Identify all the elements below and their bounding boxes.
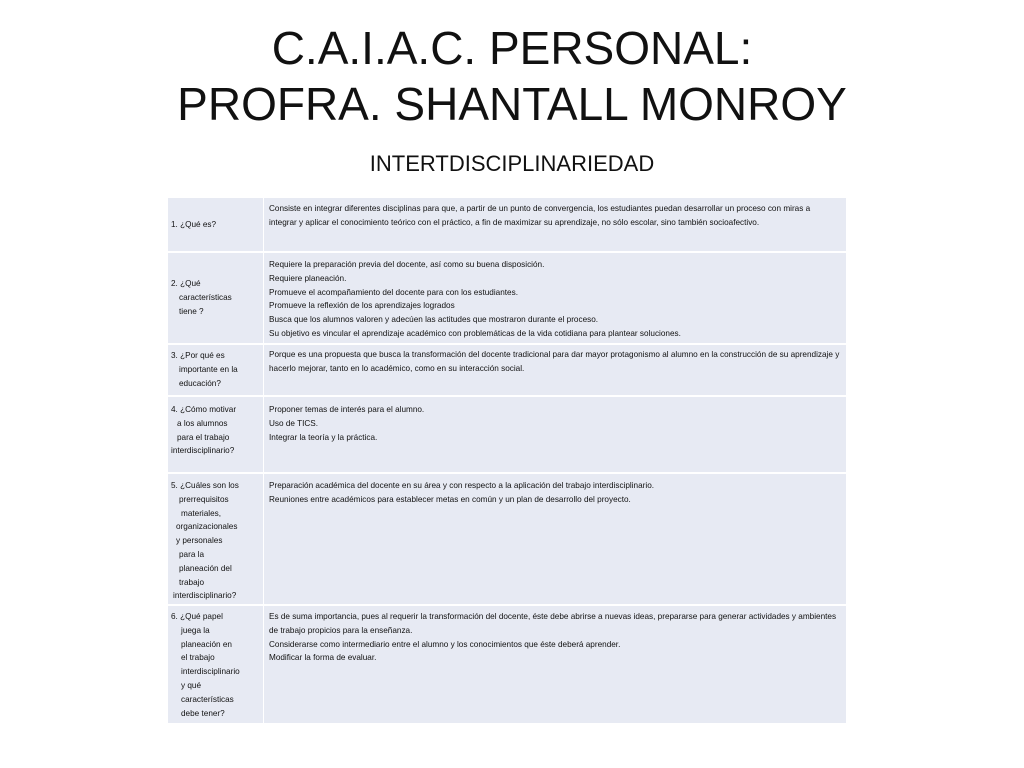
question-cell bbox=[168, 606, 263, 723]
question-line: características bbox=[181, 694, 234, 704]
question-cell bbox=[168, 198, 263, 251]
question-line: 3. ¿Por qué es bbox=[171, 351, 225, 361]
question-line: y qué bbox=[181, 680, 202, 690]
answer-line: Preparación académica del docente en su área y con respecto a la aplicación del trabajo interdisciplinario. bbox=[269, 481, 655, 490]
answer-cell bbox=[264, 253, 846, 343]
answer-line: Proponer temas de interés para el alumno. bbox=[269, 405, 425, 414]
answer-cell bbox=[264, 606, 846, 723]
answer-line: Consiste en integrar diferentes disciplinas para que, a partir de un punto de convergencia, los estudiantes puedan desarrollar un proceso con miras a integrar y aplicar el conocimiento teórico con el práctico, a fin de maximizar su aprendizaje, no sólo escolar, sino también socioafectivo. bbox=[269, 204, 811, 227]
question-line: organizacionales bbox=[176, 522, 238, 532]
answer-line: Considerarse como intermediario entre el alumno y los conocimientos que éste deberá aprender. bbox=[269, 639, 621, 649]
slide-title bbox=[0, 20, 1024, 132]
table-row-6 bbox=[168, 606, 846, 723]
answer-line: Busca que los alumnos valoren y adecúen las actitudes que mostraron durante el proceso. bbox=[269, 315, 599, 325]
question-line: importante en la bbox=[179, 365, 238, 375]
question-line: planeación en bbox=[181, 639, 232, 649]
question-line: 5. ¿Cuáles son los bbox=[171, 481, 239, 490]
answer-line: Porque es una propuesta que busca la transformación del docente tradicional para dar mayor protagonismo al alumno en la construcción de su aprendizaje y hacerlo mejorar, tanto en lo académico, como en su interacción social. bbox=[269, 350, 840, 373]
question-answer-table bbox=[167, 196, 847, 725]
title-line-2: PROFRA. SHANTALL MONROY bbox=[177, 78, 847, 130]
answer-line: Promueve la reflexión de los aprendizajes logrados bbox=[269, 301, 455, 311]
question-cell bbox=[168, 397, 263, 472]
answer-cell bbox=[264, 474, 846, 604]
question-line: para la bbox=[179, 549, 205, 559]
question-line: características bbox=[179, 293, 232, 303]
question-line: para el trabajo bbox=[177, 432, 230, 442]
answer-line: Promueve el acompañamiento del docente para con los estudiantes. bbox=[269, 287, 518, 297]
question-line: a los alumnos bbox=[177, 418, 228, 428]
answer-cell bbox=[264, 198, 846, 251]
slide-subtitle: INTERTDISCIPLINARIEDAD bbox=[369, 151, 655, 176]
question-cell bbox=[168, 253, 263, 343]
question-line: planeación del bbox=[179, 563, 232, 573]
question-line: 1. ¿Qué es? bbox=[171, 219, 217, 229]
answer-line: Integrar la teoría y la práctica. bbox=[269, 432, 378, 442]
answer-line: Es de suma importancia, pues al requerir la transformación del docente, éste debe abrirse a nuevas ideas, prepararse para generar actividades y ambientes de trabajo propicios para la enseñanza. bbox=[269, 612, 837, 635]
question-line: trabajo bbox=[179, 577, 205, 587]
answer-line: Uso de TICS. bbox=[269, 418, 318, 428]
answer-line: Su objetivo es vincular el aprendizaje académico con problemáticas de la vida cotidiana para plantear soluciones. bbox=[269, 328, 681, 338]
question-line: juega la bbox=[181, 625, 210, 635]
question-line: interdisciplinario bbox=[181, 667, 240, 677]
question-cell bbox=[168, 345, 263, 395]
table-row-4 bbox=[168, 397, 846, 472]
table-row-3 bbox=[168, 345, 846, 395]
answer-line: Requiere planeación. bbox=[269, 273, 347, 283]
table-row-1 bbox=[168, 198, 846, 251]
question-line: interdisciplinario? bbox=[173, 591, 237, 601]
question-line: prerrequisitos bbox=[179, 494, 229, 504]
table-row-5 bbox=[168, 474, 846, 604]
answer-line: Modificar la forma de evaluar. bbox=[269, 653, 377, 663]
question-line: 4. ¿Cómo motivar bbox=[171, 405, 237, 414]
table-row-2 bbox=[168, 253, 846, 343]
answer-cell bbox=[264, 397, 846, 472]
title-line-1: C.A.I.A.C. PERSONAL: bbox=[271, 22, 753, 74]
question-line: materiales, bbox=[181, 508, 222, 518]
question-line: tiene ? bbox=[179, 306, 204, 316]
question-line: el trabajo bbox=[181, 653, 215, 663]
question-line: y personales bbox=[176, 536, 223, 546]
question-line: educación? bbox=[179, 378, 221, 388]
question-cell bbox=[168, 474, 263, 604]
question-line: debe tener? bbox=[181, 708, 225, 718]
answer-cell bbox=[264, 345, 846, 395]
question-line: interdisciplinario? bbox=[171, 446, 235, 456]
question-line: 2. ¿Qué bbox=[171, 279, 201, 289]
answer-line: Requiere la preparación previa del docente, así como su buena disposición. bbox=[269, 260, 545, 269]
question-line: 6. ¿Qué papel bbox=[171, 612, 223, 621]
answer-line: Reuniones entre académicos para establecer metas en común y un plan de desarrollo del proyecto. bbox=[269, 494, 631, 504]
